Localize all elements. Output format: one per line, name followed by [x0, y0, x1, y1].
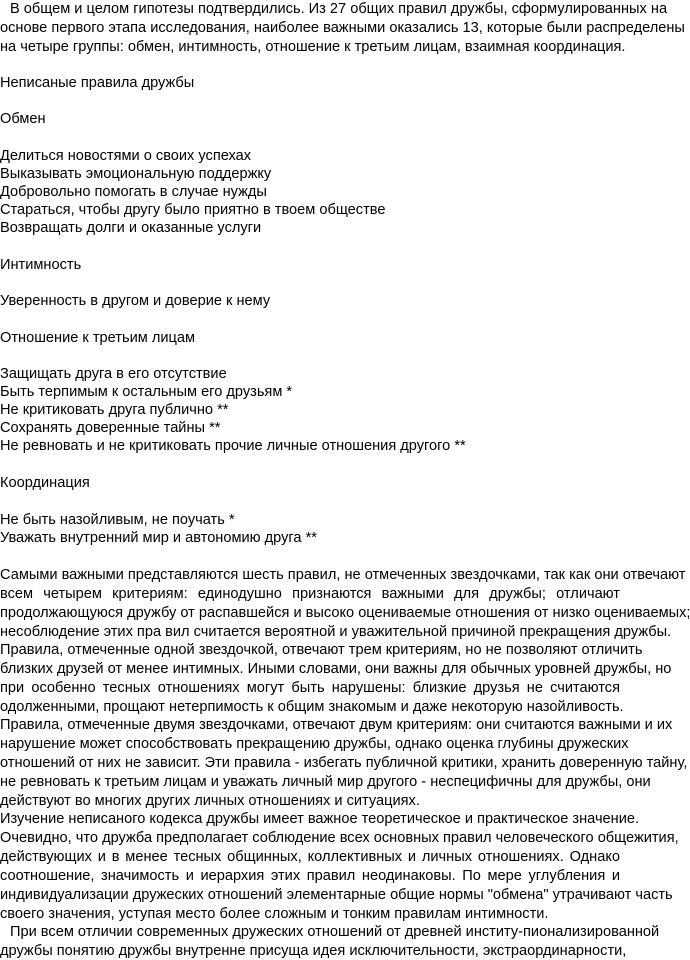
exchange-rule: Делиться новостями о своих успехах: [0, 148, 252, 164]
coordination-rule: Не быть назойливым, не поучать *: [0, 512, 235, 528]
exchange-rule: Выказывать эмоциональную поддержку: [0, 166, 272, 182]
third-parties-heading: Отношение к третьим лицам: [0, 330, 195, 346]
intro-line-1: В общем и целом гипотезы подтвердились. Из 27 общих правил дружбы, сформулированных на: [10, 1, 668, 17]
paragraph-2-line: при особенно тесных отношениях могут быть нарушены: близкие друзья не считаются: [0, 680, 620, 696]
paragraph-1-line: продолжающуюся дружбу от распавшейся и высоко оцениваемые отношения от низко оцениваемых;: [0, 605, 690, 621]
third-parties-rule: Защищать друга в его отсутствие: [0, 366, 227, 382]
paragraph-4-line: Изучение неписаного кодекса дружбы имеет важное теоретическое и практическое значение.: [0, 811, 640, 827]
paragraph-4-line: соотношение, значимость и иерархия этих правил неодинаковы. По мере углубления и: [0, 868, 620, 884]
paragraph-3-line: нарушение может способствовать прекращению дружбы, однако оценка глубины дружеских: [0, 736, 629, 752]
exchange-heading: Обмен: [0, 111, 46, 127]
intro-line-2: основе первого этапа исследования, наиболее важными оказались 13, которые были распределены: [0, 20, 685, 36]
coordination-rule: Уважать внутренний мир и автономию друга **: [0, 530, 317, 546]
paragraph-2-line: близких друзей от менее интимных. Иными словами, они важны для обычных уровней дружбы, но: [0, 661, 672, 677]
paragraph-2-line: Правила, отмеченные одной звездочкой, отвечают трем критериям, но не позволяют отличить: [0, 642, 643, 658]
paragraph-1-line: несоблюдение этих пра вил считается вероятной и уважительной причиной прекращения дружбы.: [0, 624, 672, 640]
exchange-rule: Стараться, чтобы другу было приятно в твоем обществе: [0, 202, 386, 218]
intimacy-heading: Интимность: [0, 257, 82, 273]
third-parties-rule: Не критиковать друга публично **: [0, 402, 229, 418]
rules-title: Неписаные правила дружбы: [0, 75, 195, 91]
third-parties-rule: Сохранять доверенные тайны **: [0, 420, 221, 436]
paragraph-4-line: индивидуализации дружеских отношений элементарные общие нормы "обмена" утрачивают часть: [0, 887, 673, 903]
intimacy-rule: Уверенность в другом и доверие к нему: [0, 293, 271, 309]
paragraph-3-line: действуют во многих других личных отношениях и ситуациях.: [0, 793, 420, 809]
paragraph-3-line: не ревновать к третьим лицам и уважать личный мир другого - неспецифичны для дружбы, они: [0, 774, 651, 790]
paragraph-3-line: Правила, отмеченные двумя звездочками, отвечают двум критериям: они считаются важными и их: [0, 717, 673, 733]
paragraph-1-line: всем четырем критериям: единодушно признаются важными для дружбы; отличают: [0, 586, 620, 602]
intro-line-3: на четыре группы: обмен, интимность, отношение к третьим лицам, взаимная координация.: [0, 39, 626, 55]
paragraph-4-line: своего значения, уступая место более сложным и тонким правилам интимности.: [0, 906, 549, 922]
third-parties-rule: Быть терпимым к остальным его друзьям *: [0, 384, 293, 400]
paragraph-3-line: отношений от них не зависит. Эти правила - избегать публичной критики, хранить доверенную тайну,: [0, 755, 688, 771]
paragraph-4-line: Очевидно, что дружба предполагает соблюдение всех основных правил человеческого общежития,: [0, 830, 679, 846]
coordination-heading: Координация: [0, 475, 90, 491]
paragraph-2-line: одолженными, прощают нетерпимость к общим знакомым и даже некоторую назойливость.: [0, 699, 624, 715]
third-parties-rule: Не ревновать и не критиковать прочие личные отношения другого **: [0, 438, 466, 454]
paragraph-5-line: При всем отличии современных дружеских отношений от древней институ-пионализированной: [10, 924, 660, 940]
paragraph-1-line: Самыми важными представляются шесть правил, не отмеченных звездочками, так как они отвечают: [0, 567, 686, 583]
paragraph-5-line: дружбы понятию дружбы внутренне присуща идея исключительности, экстраординарности,: [0, 943, 627, 959]
exchange-rule: Добровольно помогать в случае нужды: [0, 184, 267, 200]
exchange-rule: Возвращать долги и оказанные услуги: [0, 220, 262, 236]
paragraph-4-line: действующих и в менее тесных общинных, коллективных и личных отношениях. Однако: [0, 849, 620, 865]
